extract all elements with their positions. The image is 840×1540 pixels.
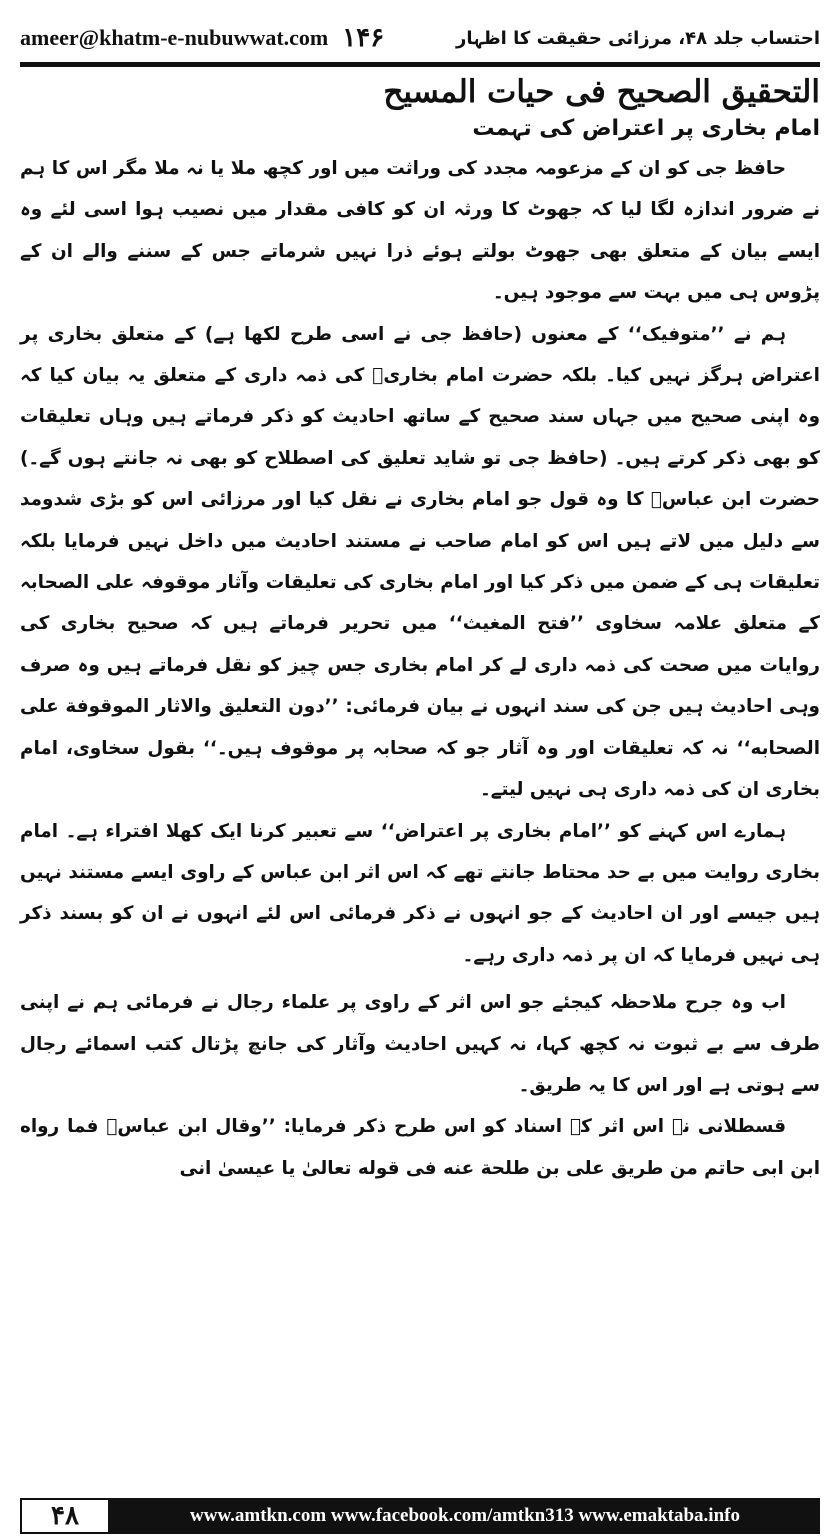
header-rule bbox=[20, 62, 820, 67]
page-body bbox=[20, 72, 820, 1189]
paragraph-2: ہم نے ’’متوفیک‘‘ کے معنوں (حافظ جی نے اسی طرح لکھا ہے) کے متعلق بخاری پر اعتراض ہرگز نہیں کیا۔ بلکہ حضرت امام بخاریؒ کی ذمہ داری کے متعلق یہ بیان کیا کہ وہ اپنی صحیح میں جہاں سند صحیح کے ساتھ احادیث کو ذکر فرماتے ہیں وہاں تعلیقات کو بھی ذکر کرتے ہیں۔ (حافظ جی تو شاید تعلیق کی اصطلاح کو بھی نہ جانتے ہوں گے۔) حضرت ابن عباسؓ کا وہ قول جو امام بخاری نے نقل کیا اور مرزائی اس کو بڑی شدومد سے دلیل میں لاتے ہیں اس کو امام صاحب نے مستند احادیث میں داخل نہیں فرمایا بلکہ تعلیقات ہی کے ضمن میں ذکر کیا اور امام بخاری کی تعلیقات وآثار موقوفہ علی الصحابہ کے متعلق علامہ سخاوی ’’فتح المغیث‘‘ میں تحریر فرماتے ہیں کہ صحیح بخاری کی روایات میں صحت کی ذمہ داری لے کر امام بخاری جس چیز کو نقل فرماتے ہیں وہ صرف وہی احادیث ہیں جن کی سند انہوں نے بیان فرمائی: ’’دون التعلیق والاثار الموقوفة علی الصحابه‘‘ نہ کہ تعلیقات اور وہ آثار جو کہ صحابہ پر موقوف ہیں۔‘‘ بقول سخاوی، امام بخاری ان کی ذمہ داری ہی نہیں لیتے۔ bbox=[20, 323, 820, 801]
header-email: ameer@khatm-e-nubuwwat.com bbox=[20, 25, 329, 50]
book-title: التحقیق الصحیح فی حیات المسیح bbox=[383, 74, 820, 110]
section-heading: امام بخاری پر اعتراض کی تہمت bbox=[472, 116, 820, 141]
paragraph-4: اب وہ جرح ملاحظہ کیجئے جو اس اثر کے راوی پر علماء رجال نے فرمائی ہم نے اپنی طرف سے بے ثبوت نہ کچھ کہا، نہ کہیں احادیث وآثار کی جانچ پڑتال کتب اسمائے رجال سے ہوتی ہے اور اس کا یہ طریق۔ bbox=[20, 992, 820, 1096]
header-page-number: ۱۴۶ bbox=[342, 23, 385, 52]
paragraph-1: حافظ جی کو ان کے مزعومہ مجدد کی وراثت میں اور کچھ ملا یا نہ ملا مگر اس کا ہم نے ضرور اندازہ لگا لیا کہ جھوٹ کا ورثہ ان کو کافی مقدار میں نصیب ہوا اسی لئے وہ ایسے بیان کے متعلق بھی جھوٹ بولتے ہوئے ذرا نہیں شرماتے جس کے سننے والے ان کے پڑوس ہی میں بہت سے موجود ہیں۔ bbox=[20, 158, 820, 304]
paragraph-5: قسطلانی نے اس اثر کے اسناد کو اس طرح ذکر فرمایا: ’’وقال ابن عباسؓ فما رواه ابن ابی حاتم من طریق علی بن طلحة عنه فی قوله تعالیٰ یا عیسیٰ انی bbox=[20, 1116, 820, 1179]
header-left bbox=[20, 23, 384, 53]
footer-page-number: ۴۸ bbox=[20, 1498, 110, 1534]
page-footer bbox=[20, 1498, 820, 1534]
page-header bbox=[20, 18, 820, 58]
paragraph-3: ہمارے اس کہنے کو ’’امام بخاری پر اعتراض‘‘ سے تعبیر کرنا ایک کھلا افتراء ہے۔ امام بخاری روایت میں بے حد محتاط جانتے تھے کہ اس اثر ابن عباس کے راوی ایسے مستند نہیں ہیں جیسے اور ان احادیث کے جو انہوں نے ذکر فرمائی اس لئے انہوں نے ان کو بسند ذکر ہی نہیں فرمایا کہ ان پر ذمہ داری رہے۔ bbox=[20, 820, 820, 966]
footer-website-links: www.amtkn.com www.facebook.com/amtkn313 www.emaktaba.info bbox=[190, 1505, 740, 1526]
header-running-title: احتساب جلد ۴۸، مرزائی حقیقت کا اظہار bbox=[456, 27, 820, 49]
